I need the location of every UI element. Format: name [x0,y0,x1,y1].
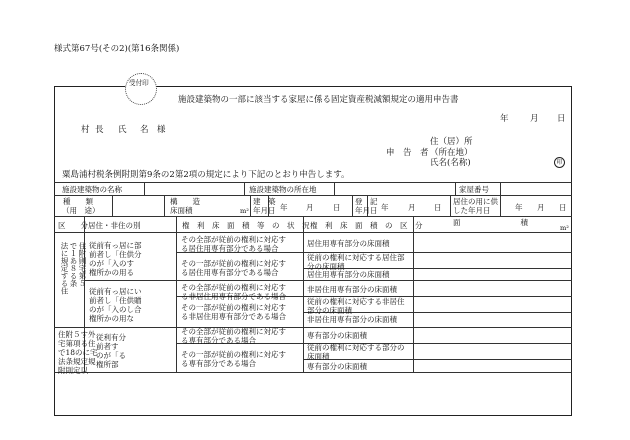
registered-date-label: 年月日 [355,206,378,215]
sub-b-line-4: 権所かの用な [89,314,134,323]
s2-row1-status [181,327,286,345]
applicant-location-label: （所在地） [430,148,473,158]
s1-row1-status [181,235,286,253]
col-line-area [413,216,414,372]
section1-sub-a [89,241,142,277]
s2-row2-status-l2: る専有部分である場合 [181,359,256,368]
addressee-head: 長 [95,125,104,135]
addressee-sama: 名 様 [140,125,166,135]
residence-date-label: 居住の用に供 [453,197,498,206]
s2-row1-status-l2: る専有部分である場合 [181,336,256,345]
registered-label: 登 記 [355,197,378,206]
section1-sub-b [89,287,142,323]
row2-vline-e [352,195,353,216]
table-top-line [54,182,572,183]
residence-month: 月 [537,203,545,212]
sub-b-line-1: 従前有っ居にい [89,287,142,296]
table-line-2 [54,195,572,196]
row2-vline-a [112,195,113,216]
statement: 粟島浦村税条例附則第9条の2第2項の規定により下記のとおり申告します。 [62,170,350,180]
built-date-label: 年月日 [253,206,276,215]
row2-vline-g [450,195,451,216]
sub-b-line-3: のが「入のし合 [89,305,142,314]
s2-label-l4: 法条規定規 [58,357,96,366]
row1-vline-c [334,182,335,195]
floor-area-unit: m² [240,207,249,215]
header-area-unit: m² [560,224,569,232]
addressee-village: 村 [81,125,90,135]
date-year-label: 年 [500,114,509,124]
section2-label [58,330,98,375]
use-label: （用 途） [62,206,100,215]
header-area: 面 積 [453,218,528,227]
kind-label: 種 類 [63,197,93,206]
s2-label-l5: 附則定以 [58,366,88,375]
registered-day: 日 [434,203,442,212]
built-label: 建 築 [253,197,276,206]
row2-vline-c [250,195,251,216]
s1-area-1: 居住用専有部分の床面積 [307,239,390,248]
residence-day: 日 [559,203,567,212]
s1-row1-status-l1: その全部が従前の権利に対応す [181,235,286,244]
applicant-role: 申 告 者 [386,148,429,158]
sub-a-line-3: のが「入のす [89,259,134,268]
section1-label-c: 住附則宅第５ [78,242,87,287]
section1-label-a: 法に規定する住 [60,242,69,295]
house-number-label: 家屋番号 [459,185,489,194]
section1-label [60,242,87,295]
receipt-stamp-label: 受付印 [129,79,149,87]
s1-row2-status [181,259,286,277]
section1-label-b: で１あ８る条 [69,242,78,287]
date-day-label: 日 [557,114,566,124]
structure-label: 構 造 [170,197,200,206]
section-divider [54,327,572,328]
s1-row1-status-l2: る居住用専有部分である場合 [181,244,279,253]
sub-a-line-1: 従前有っ居に部 [89,241,142,250]
header-rights-status: 権 利 床 面 積 等 の 状 況 [182,221,310,230]
s1-area-3: 居住用専有部分の床面積 [307,270,390,279]
addressee-honorific: 氏 [118,125,127,135]
seal-mark: 印 [554,157,565,168]
row1-vline-e [500,182,501,195]
s2-sub-l2: 前者す [96,342,119,351]
section2-sub [96,333,126,369]
section1-subgroup-line [84,280,572,281]
form-number: 様式第67号(その2)(第16条関係) [54,44,180,54]
applicant-address-label: 住（居）所 [430,137,473,147]
s1-row3-status-l1: その全部が従前の権利に対応す [181,283,286,292]
table-line-3 [54,216,572,217]
s2-sub-l4: 権所部 [96,360,119,369]
s2-area-1: 専有部分の床面積 [307,331,367,340]
row2-vline-h [500,195,501,216]
s2-row1-status-l1: その全部が従前の権利に対応す [181,327,286,336]
row2-vline-b [164,195,165,216]
s2-area-2: 従前の権利に対応する部分の床面積 [307,343,405,361]
s1-row4-status-l2: る非居住用専有部分である場合 [181,312,286,321]
s2-sub-l1: 従利有分 [96,333,126,342]
registered-year: 年 [381,203,389,212]
row1-vline-b [244,182,245,195]
s1-area-6: 非居住用専有部分の床面積 [307,315,397,324]
s1-row2-status-l1: その一部が従前の権利に対応す [181,259,286,268]
s2-area-3: 専有部分の床面積 [307,362,367,371]
s1-row3-status-l2: る非居住用専有部分である場合 [181,292,286,301]
table-line-4 [54,232,572,233]
s2-label-l1: 住附５す外 [58,330,96,339]
sub-b-line-2: 前者し「住供贈 [89,296,142,305]
header-rights-floor: 権 利 床 面 積 の 区 分 [310,221,423,230]
s2-row2-status [181,350,286,368]
header-residence-status: 居住・非住の別 [88,221,141,230]
built-month: 月 [306,203,314,212]
s1-row3-status [181,283,286,301]
floor-area-label: 床面積 [170,206,193,215]
row1-vline-d [455,182,456,195]
sub-a-line-2: 前者し「住供分 [89,250,142,259]
registered-month: 月 [408,203,416,212]
built-day: 日 [333,203,341,212]
applicant-name-label: 氏名(名称) [430,158,471,168]
col-line-status [176,216,177,372]
receipt-stamp [125,73,157,105]
s1-area-2: 従前の権利に対応する居住部分の床面積 [307,253,405,271]
s2-sub-l3: のが「る [96,351,126,360]
built-year: 年 [280,203,288,212]
s1-row4-status [181,303,286,321]
residence-date-label2: した年月日 [453,206,491,215]
s2-label-l2: 宅第項る住 [58,339,96,348]
s1-row2-status-l2: る居住用専有部分である場合 [181,268,279,277]
form-title: 施設建築物の一部に該当する家屋に係る固定資産税減額規定の適用申告書 [178,95,459,105]
sub-a-line-4: 権所かの用る [89,268,134,277]
building-name-label: 施設建築物の名称 [62,185,122,194]
s1-row4-status-l1: その一部が従前の権利に対応す [181,303,286,312]
header-category: 区 分 [58,221,88,230]
date-month-label: 月 [530,114,539,124]
building-location-label: 施設建築物の所在地 [249,185,317,194]
s1-area-5: 従前の権利に対応する非居住部分の床面積 [307,297,405,315]
s2-label-l3: で18のに宅 [58,348,98,357]
s1-area-4: 非居住用専有部分の床面積 [307,285,397,294]
col-line-rights [303,216,304,372]
row1-vline-a [144,182,145,195]
residence-year: 年 [515,203,523,212]
s2-row2-status-l1: その一部が従前の権利に対応す [181,350,286,359]
table-bottom-line [54,372,572,373]
